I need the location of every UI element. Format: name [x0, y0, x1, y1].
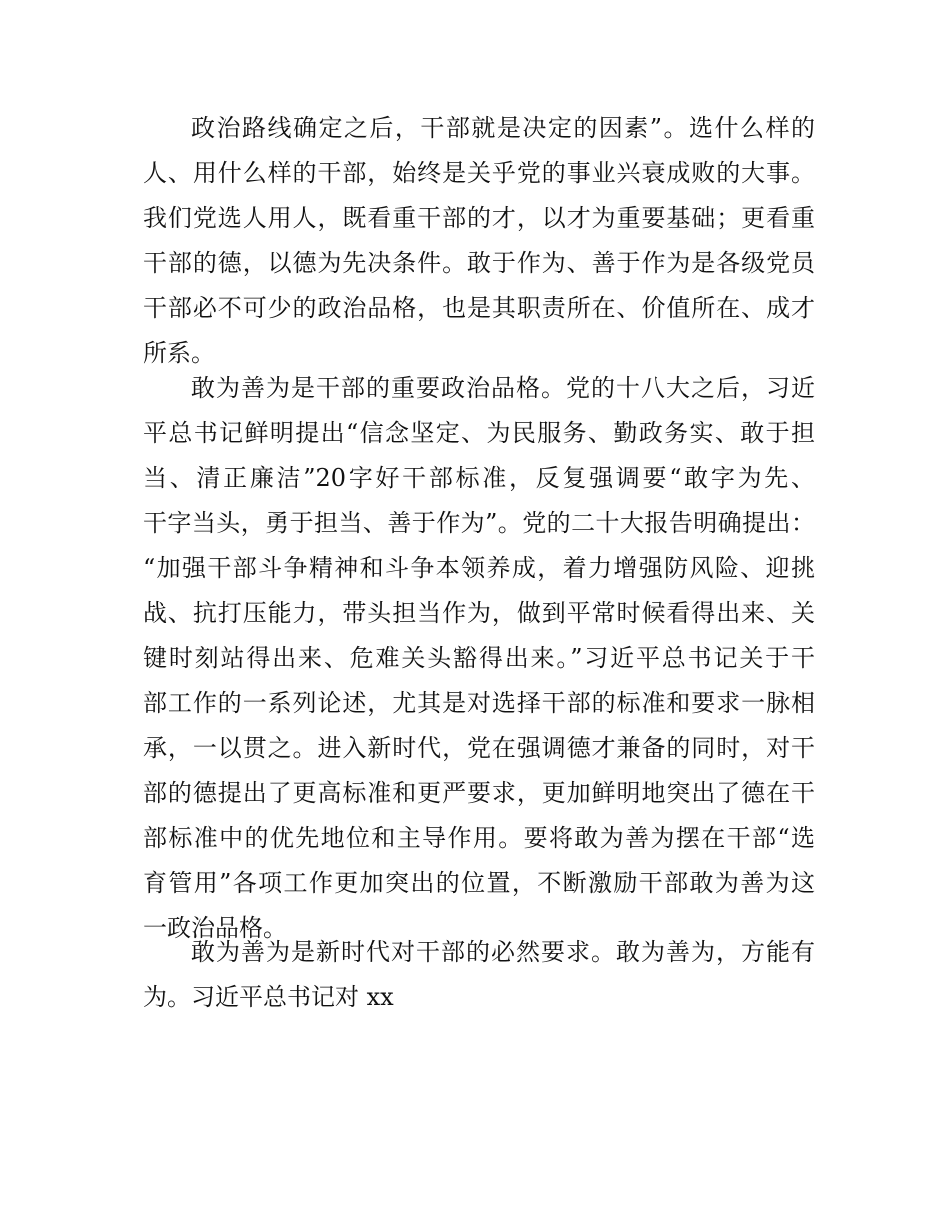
paragraph-line: 政治路线确定之后，干部就是决定的因素”。选什么样的	[191, 114, 815, 142]
paragraph-line: 战、抗打压能力，带头担当作为，做到平常时候看得出来、关	[143, 599, 815, 627]
paragraph-line: 键时刻站得出来、危难关头豁得出来。”习近平总书记关于干	[143, 644, 815, 672]
paragraph-line: “加强干部斗争精神和斗争本领养成，着力增强防风险、迎挑	[143, 554, 815, 582]
paragraph-line: 干字当头，勇于担当、善于作为”。党的二十大报告明确提出：	[143, 509, 815, 537]
paragraph-line: 敢为善为是新时代对干部的必然要求。敢为善为，方能有	[191, 938, 815, 966]
paragraph-line: 为。习近平总书记对 xx	[143, 983, 394, 1011]
paragraph-2	[143, 366, 815, 951]
paragraph-line: 所系。	[143, 339, 215, 367]
paragraph-line: 当、清正廉洁”20字好干部标准，反复强调要“敢字为先、	[143, 464, 815, 492]
paragraph-line: 干部的德，以德为先决条件。敢于作为、善于作为是各级党员	[143, 249, 815, 277]
paragraph-line: 平总书记鲜明提出“信念坚定、为民服务、勤政务实、敢于担	[143, 419, 815, 447]
paragraph-line: 育管用”各项工作更加突出的位置，不断激励干部敢为善为这	[143, 869, 815, 897]
paragraph-line: 部标准中的优先地位和主导作用。要将敢为善为摆在干部“选	[143, 824, 815, 852]
paragraph-line: 敢为善为是干部的重要政治品格。党的十八大之后，习近	[191, 374, 815, 402]
paragraph-line: 一政治品格。	[143, 914, 287, 942]
paragraph-line: 干部必不可少的政治品格，也是其职责所在、价值所在、成才	[143, 294, 815, 322]
paragraph-line: 部的德提出了更高标准和更严要求，更加鲜明地突出了德在干	[143, 779, 815, 807]
paragraph-line: 承，一以贯之。进入新时代，党在强调德才兼备的同时，对干	[143, 734, 815, 762]
paragraph-line: 我们党选人用人，既看重干部的才，以才为重要基础；更看重	[143, 204, 815, 232]
paragraph-1	[143, 106, 815, 376]
paragraph-line: 人、用什么样的干部，始终是关乎党的事业兴衰成败的大事。	[143, 159, 815, 187]
paragraph-3	[143, 930, 815, 1020]
paragraph-line: 部工作的一系列论述，尤其是对选择干部的标准和要求一脉相	[143, 689, 815, 717]
